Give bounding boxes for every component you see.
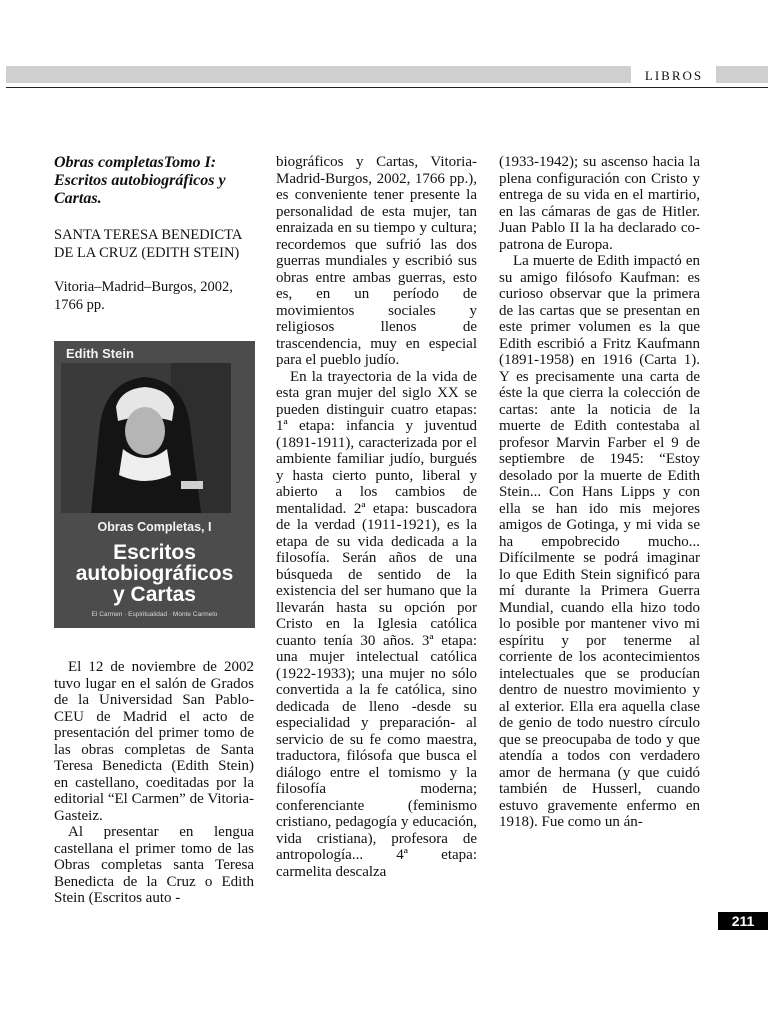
column-2 xyxy=(276,154,477,880)
nun-portrait-illustration xyxy=(61,363,231,513)
cover-title-line-2: autobiográficos xyxy=(75,562,234,585)
header-bar xyxy=(6,66,631,83)
page-number: 211 xyxy=(718,912,768,930)
cover-author: Edith Stein xyxy=(66,346,134,361)
paragraph: El 12 de noviembre de 2002 tuvo lugar en el salón de Grados de la Universidad San Pablo-CEU de Madrid el acto de presentación del primer tomo de las obras completas de Santa Teresa Benedicta (Edith Stein) en castellano, coeditadas por la editorial “El Carmen” de Vitoria-Gasteiz. xyxy=(54,659,254,824)
header-bar-right xyxy=(716,66,768,83)
cover-title-line-1: Escritos xyxy=(113,541,196,564)
book-title: Obras completasTomo I: Escritos autobiográficos y Cartas. xyxy=(54,154,226,207)
paragraph: Al presentar en lengua castellana el primer tomo de las Obras completas santa Teresa Benedicta de la Cruz o Edith Stein (Escritos auto - xyxy=(54,824,254,906)
paragraph: biográficos y Cartas, Vitoria-Madrid-Burgos, 2002, 1766 pp.), es conveniente tener presente la personalidad de esta mujer, tan enraizada en su tiempo y cultura; recordemos que sufrió las dos guerras mundiales y escribió sus obras entre ambas guerras, esto es, en un período de movimientos sociales y religiosos llenos de trascendencia, muy en especial para el pueblo judío. xyxy=(276,154,477,368)
section-label: LIBROS xyxy=(644,68,704,83)
paragraph: (1933-1942); su ascenso hacia la plena configuración con Cristo y entrega de su vida en el martirio, en las cámaras de gas de Hitler. Juan Pablo II la ha declarado co-patrona de Europa. xyxy=(499,154,700,253)
paragraph: La muerte de Edith impactó en su amigo filósofo Kaufman: es curioso observar que la primera de las cartas que se presentan en este primer volumen es la que Edith escribió a Fritz Kaufmann (1891-1958) en 1916 (Carta 1). Y es precisamente una carta de éste la que cierra la colección de cartas: ante la noticia de la muerte de Edith contestaba al profesor Marvin Farber el 9 de septiembre de 1945: “Estoy desolado por la muerte de Edith Stein... Con Hans Lipps y con ella se han ido mis mejores amigos de Gotinga, y mi vida se ha empobrecido mucho... Difícilmente se podrá imaginar lo que Edith Stein significó para mí durante la Primera Guerra Mundial, cuando ella hizo todo lo posible por mantener vivo mi espíritu y por tenerme al corriente de los acontecimientos intelectuales que se producían dentro de nuestro movimiento y al exterior. Ella era aquella clase de genio de todo nuestro círculo que se preocupaba de todo y que atendía a todos con verdadero amor de hermana (y que cuidó también de Husserl, cuando estuvo gravemente enfermo en 1918). Fue como un án- xyxy=(499,253,700,830)
header-rule xyxy=(6,87,768,88)
book-author: SANTA TERESA BENEDICTA DE LA CRUZ (EDITH STEIN) xyxy=(54,227,242,261)
cover-series: Obras Completas, I xyxy=(97,520,212,534)
cover-imprint: El Carmen · Espiritualidad · Monte Carmelo xyxy=(91,611,218,618)
column-1 xyxy=(54,154,254,314)
paragraph: En la trayectoria de la vida de esta gran mujer del siglo XX se pueden distinguir cuatro etapas: 1ª etapa: infancia y juventud (1891-1911), caracterizada por el ambiente familiar judío, burgués y hasta cierto punto, liberal y abierto a los cambios de mentalidad. 2ª etapa: buscadora de la verdad (1911-1921), es la etapa de su vida dedicada a la filosofía. Serán años de una búsqueda de sentido de la existencia del ser humano que la llevarán hasta su opción por Cristo en la Iglesia católica cuanto tenía 30 años. 3ª etapa: una mujer intelectual católica (1922-1933); una mujer no sólo convertida a la fe católica, sino dedicada de lleno -desde su especialidad y preparación- al servicio de su fe como maestra, traductora, filósofa que busca el diálogo entre el tomismo y la filosofía moderna; conferenciante (feminismo cristiano, pedagogía y educación, vida cristiana), profesora de antropología... 4ª etapa: carmelita descalza xyxy=(276,368,477,880)
column-1-body xyxy=(54,659,254,907)
column-3 xyxy=(499,154,700,831)
publication-info: Vitoria–Madrid–Burgos, 2002, 1766 pp. xyxy=(54,279,233,313)
cover-portrait xyxy=(61,363,231,513)
cover-title-line-3: y Cartas xyxy=(113,583,196,606)
book-cover-image xyxy=(54,341,255,628)
